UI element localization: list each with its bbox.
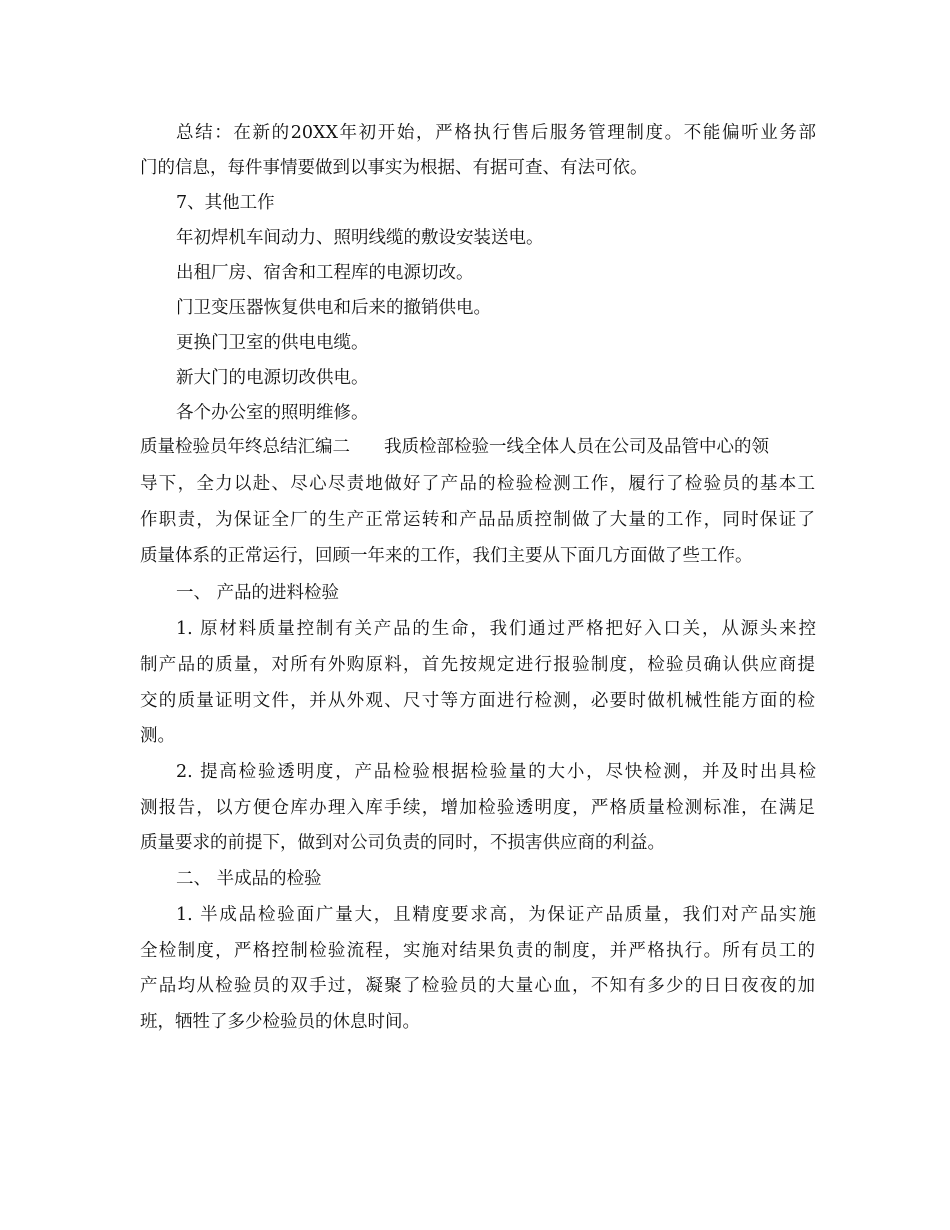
list-item: 新大门的电源切改供电。: [176, 368, 369, 388]
paragraph-line: 2. 提高检验透明度，产品检验根据检验量的大小，尽快检测，并及时出具检: [176, 762, 816, 782]
list-item: 各个办公室的照明维修。: [176, 403, 369, 423]
paragraph-line: 制产品的质量，对所有外购原料，首先按规定进行报验制度，检验员确认供应商提: [140, 655, 815, 675]
paragraph-line: 1. 半成品检验面广量大，且精度要求高，为保证产品质量，我们对产品实施: [176, 905, 816, 925]
paragraph-line: 交的质量证明文件，并从外观、尺寸等方面进行检测，必要时做机械性能方面的检: [140, 691, 815, 711]
document-title: 质量检验员年终总结汇编二: [140, 437, 350, 457]
document-title-line: [140, 430, 815, 464]
paragraph-line: 1. 原材料质量控制有关产品的生命，我们通过严格把好入口关，从源头来控: [176, 619, 816, 639]
paragraph-line: 测报告，以方便仓库办理入库手续，增加检验透明度，严格质量检测标准，在满足: [140, 798, 815, 818]
paragraph-line: 质量要求的前提下，做到对公司负责的同时，不损害供应商的利益。: [140, 833, 665, 853]
paragraph-line: 测。: [140, 726, 175, 746]
paragraph-text: 我质检部检验一线全体人员在公司及品管中心的领: [384, 437, 769, 457]
list-item: 更换门卫室的供电电缆。: [176, 333, 369, 353]
paragraph-line: 导下，全力以赴、尽心尽责地做好了产品的检验检测工作，履行了检验员的基本工: [140, 474, 815, 494]
paragraph-line: 产品均从检验员的双手过，凝聚了检验员的大量心血，不知有多少的日日夜夜的加: [140, 976, 815, 996]
paragraph-line: 质量体系的正常运行，回顾一年来的工作，我们主要从下面几方面做了些工作。: [140, 546, 753, 566]
paragraph-line: 全检制度，严格控制检验流程，实施对结果负责的制度，并严格执行。所有员工的: [140, 941, 815, 961]
list-item: 门卫变压器恢复供电和后来的撤销供电。: [176, 298, 491, 318]
paragraph-line: 班，牺牲了多少检验员的休息时间。: [140, 1012, 420, 1032]
list-item: 年初焊机车间动力、照明线缆的敷设安装送电。: [176, 228, 544, 248]
section-heading: 7、其他工作: [176, 193, 275, 213]
section-heading: 一、 产品的进料检验: [176, 583, 340, 603]
paragraph-line: 作职责，为保证全厂的生产正常运转和产品品质控制做了大量的工作，同时保证了: [140, 510, 815, 530]
section-heading: 二、 半成品的检验: [176, 869, 322, 889]
paragraph-line: 门的信息，每件事情要做到以事实为根据、有据可查、有法可依。: [140, 158, 648, 178]
list-item: 出租厂房、宿舍和工程库的电源切改。: [176, 263, 474, 283]
paragraph-line: 总结：在新的20XX年初开始，严格执行售后服务管理制度。不能偏听业务部: [176, 123, 816, 143]
